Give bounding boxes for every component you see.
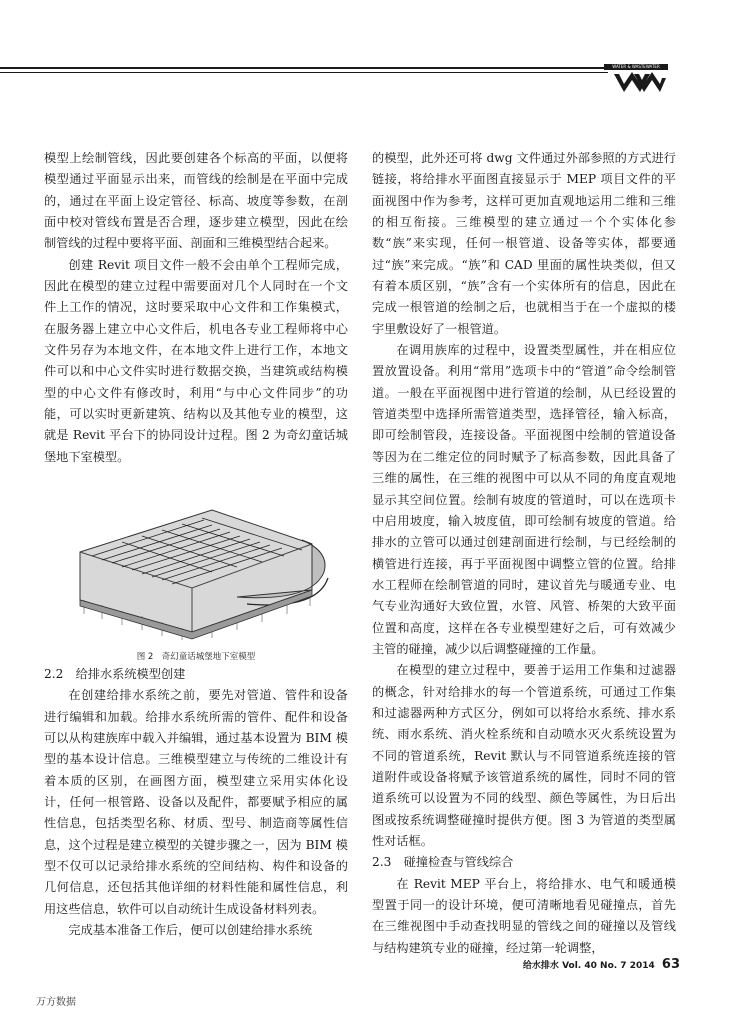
section-heading: 2.3 碰撞检查与管线综合: [372, 855, 514, 870]
paragraph: 在调用族库的过程中，设置类型属性，并在相应位置放置设备。利用“常用”选项卡中的“管道”命令绘制管道。一般在平面视图中进行管道的绘制，从已经设置的管道类型中选择所需管道类型，选择管径，输入标高，即可绘制管段，连接设备。平面视图中绘制的管道设备等因为在二维定位的同时赋予了标高参数，因此具备了三维的属性，在三维的视图中可以从不同的角度直观地显示其空间位置。绘制有坡度的管道时，可以在选项卡中启用坡度，输入坡度值，即可绘制有坡度的管道。给排水的立管可以通过创建剖面进行绘制，与已经绘制的横管进行连接，再于平面视图中调整立管的位置。给排水工程师在绘制管道的同时，建议首先与暖通专业、电气专业沟通好大致位置，水管、风管、桥架的大致平面位置和高度，这样在各专业模型建好之后，可有效减少主管的碰撞，减少以后调整碰撞的工作量。: [372, 343, 676, 656]
paragraph: 模型上绘制管线，因此要创建各个标高的平面，以便将模型通过平面显示出来，而管线的绘制是在平面中完成的，通过在平面上设定管径、标高、坡度等参数，在剖面中校对管线布置是否合理，逐步建立模型，因此在绘制管线的过程中要将平面、剖面和三维模型结合起来。: [44, 151, 348, 251]
paragraph: 创建 Revit 项目文件一般不会由单个工程师完成，因此在模型的建立过程中需要面对几个人同时在一个文件上工作的情况，这时要采取中心文件和工作集模式，在服务器上建立中心文件后，机电各专业工程师将中心文件另存为本地文件，在本地文件上进行工作，本地文件可以和中心文件实时进行数据交换，当建筑或结构模型的中心文件有修改时，利用“与中心文件同步”的功能，可以实时更新建筑、结构以及其他专业的模型，这就是 Revit 平台下的协同设计过程。图 2 为奇幻童话城堡地下室模型。: [44, 257, 348, 464]
paragraph: 的模型，此外还可将 dwg 文件通过外部参照的方式进行链接，将给排水平面图直接显示于 MEP 项目文件的平面视图中作为参考，这样可更加直观地运用二维和三维的相互衔接。三维模型的建立通过一个个实体化参数“族”来实现，任何一根管道、设备等实体，都要通过“族”来完成。“族”和 CAD 里面的属性块类似，但又有着本质区别，“族”含有一个实体所有的信息，因此在完成一根管道的绘制之后，也就相当于在一个虚拟的楼宇里敷设好了一根管道。: [372, 151, 676, 336]
section-heading: 2.2 给排水系统模型创建: [44, 667, 186, 681]
year: 2014: [629, 961, 655, 971]
watermark: 万方数据: [36, 997, 76, 1008]
right-column: [372, 148, 676, 959]
left-column: [44, 148, 348, 468]
page-number: 63: [661, 957, 680, 972]
header-tag: WATER & WASTEWATER ENGINEERING: [604, 64, 668, 70]
volume: Vol. 40: [562, 961, 597, 971]
paragraph: 在模型的建立过程中，要善于运用工作集和过滤器的概念，针对给排水的每一个管道系统，可通过工作集和过滤器两种方式区分，例如可以将给水系统、排水系统、雨水系统、消火栓系统和自动喷水灭火系统设置为不同的管道系统，Revit 默认与不同管道系统连接的管道附件或设备将赋予该管道系统的属性，同时不同的管道系统可以设置为不同的线型、颜色等属性，为日后出图或按系统调整碰撞时提供方便。图 3 为管道的类型属性对话框。: [372, 663, 676, 848]
paragraph: 在创建给排水系统之前，要先对管道、管件和设备进行编辑和加载。给排水系统所需的管件、配件和设备可以从构建族库中载入并编辑，通过基本设置为 BIM 模型的基本设计信息。三维模型建立与传统的二维设计有着本质的区别，在画图方面，模型建立采用实体化设计，任何一根管路、设备以及配件，都要赋予相应的属性信息，包括类型名称、材质、型号、制造商等属性信息，这个过程是建立模型的关键步骤之一，因为 BIM 模型不仅可以记录给排水系统的空间结构、构件和设备的几何信息，还包括其他详细的材料性能和属性信息，利用这些信息，软件可以自动统计生成设备材料列表。: [44, 688, 348, 916]
issue-number: No. 7: [600, 961, 627, 971]
header-rule-thin: [0, 72, 608, 73]
paragraph: 完成基本准备工作后，便可以创建给排水系统: [68, 923, 313, 938]
journal-name: 给水排水: [522, 961, 559, 971]
paragraph: 在 Revit MEP 平台上，将给排水、电气和暖通模型置于同一的设计环境，便可清晰地看见碰撞点，首先在三维视图中手动查找明显的管线之间的碰撞以及管线与结构建筑专业的碰撞，经过第一轮调整，: [372, 876, 676, 955]
basement-model-figure: [62, 492, 330, 642]
figure-caption: 图 2 奇幻童话城堡地下室模型: [136, 652, 256, 662]
header-rule: [0, 67, 608, 69]
left-column-section: [44, 664, 348, 941]
journal-logo-icon: [612, 72, 666, 94]
page-footer: [440, 957, 680, 972]
